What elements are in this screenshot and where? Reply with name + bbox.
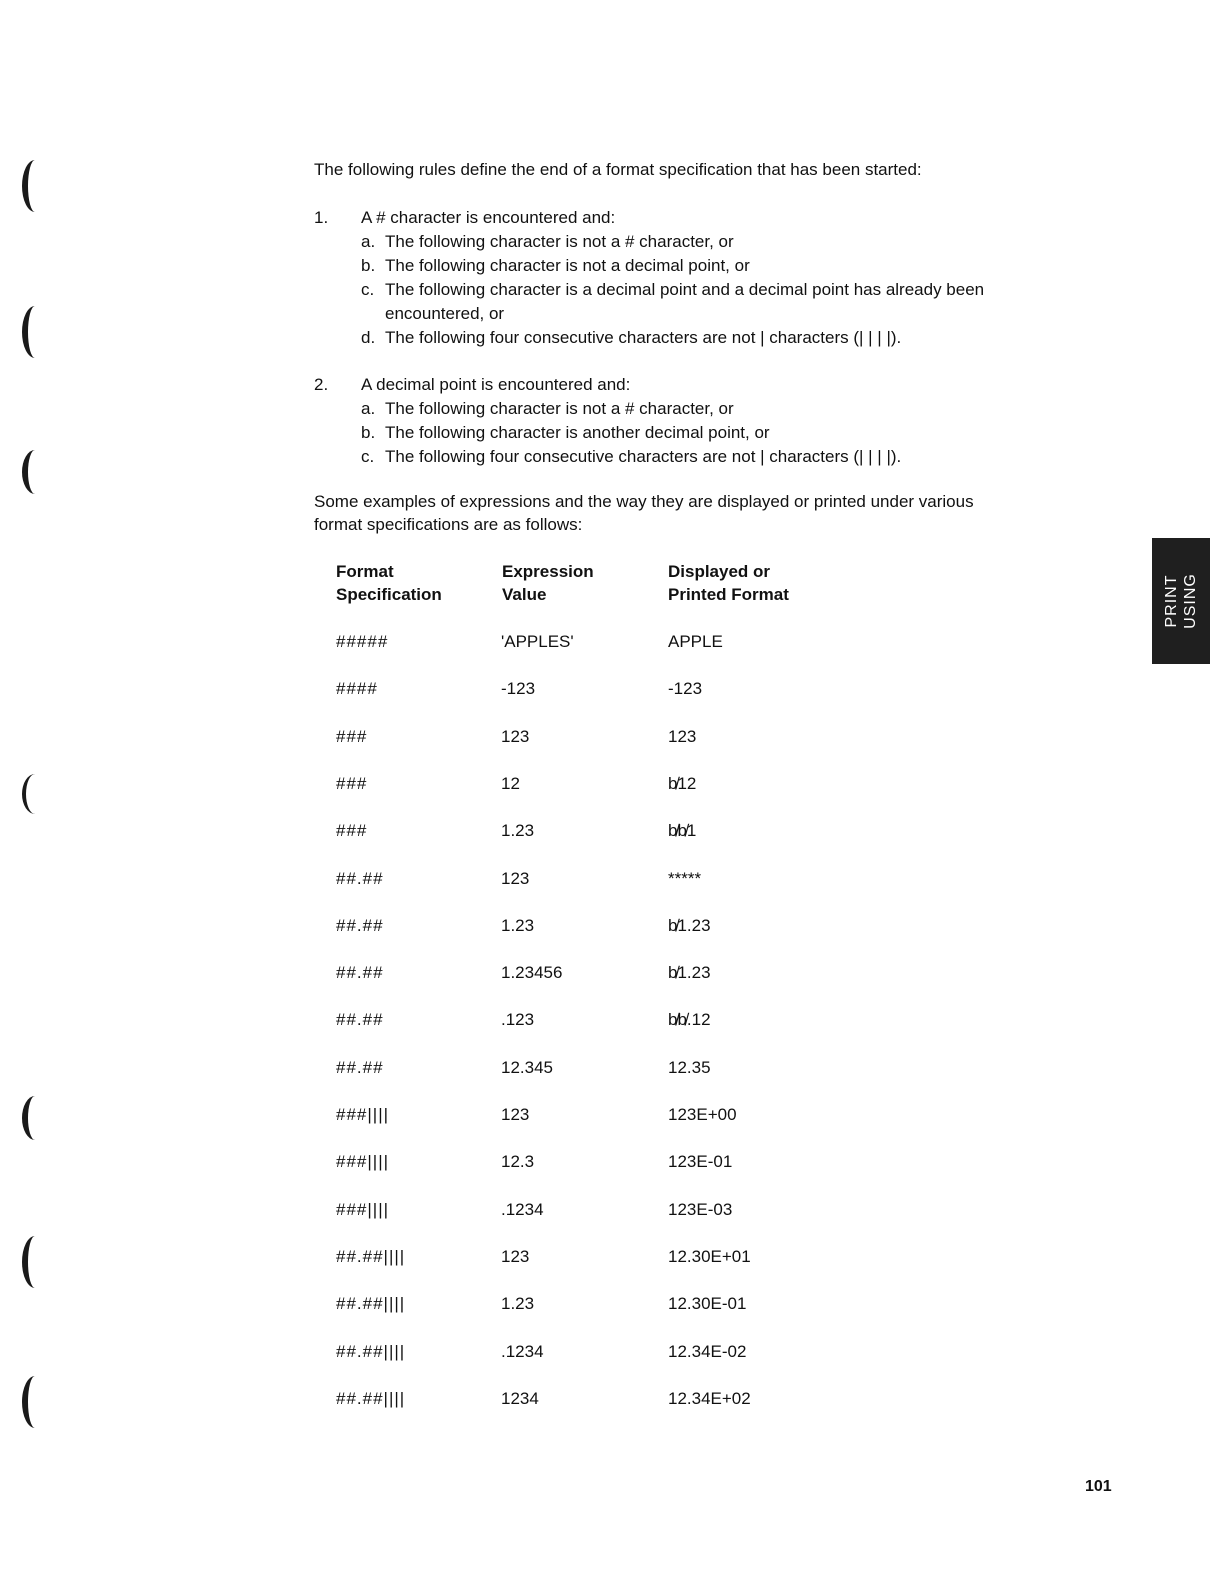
format-cell: ##### [336, 632, 389, 651]
item-text: The following character is not a # character, or [385, 399, 734, 418]
header-line: Value [502, 585, 547, 604]
item-letter: a. [361, 232, 376, 251]
header-line: Expression [502, 562, 594, 581]
value-cell: -123 [501, 679, 536, 698]
table-header-format [336, 560, 442, 606]
output-cell: ***** [668, 869, 702, 888]
table-row [0, 819, 1224, 843]
format-cell: ### [336, 821, 368, 840]
output-cell: 123E-03 [668, 1200, 733, 1219]
table-row [0, 1387, 1224, 1411]
table-row [0, 1292, 1224, 1316]
item-letter: a. [361, 399, 376, 418]
output-cell: 123E+00 [668, 1105, 737, 1124]
header-line: Printed Format [668, 585, 789, 604]
rule-number: 2. [314, 375, 329, 394]
item-letter: c. [361, 447, 375, 466]
value-cell: 123 [501, 727, 530, 746]
header-line: Displayed or [668, 562, 771, 581]
value-cell: 12 [501, 774, 520, 793]
value-cell: 1.23 [501, 1294, 535, 1313]
output-cell: b̸12 [668, 774, 697, 793]
output-cell: 12.30E+01 [668, 1247, 751, 1266]
item-text: The following character is another decimal point, or [385, 423, 770, 442]
table-header-output [668, 560, 789, 606]
format-cell: ##.## [336, 869, 384, 888]
binder-mark [22, 306, 48, 358]
format-cell: ##.##|||| [336, 1389, 406, 1408]
rule-heading: A # character is encountered and: [361, 208, 616, 227]
item-letter: b. [361, 256, 376, 275]
item-text: The following character is not a # character, or [385, 232, 734, 251]
intro-paragraph: The following rules define the end of a format specification that has been started: [314, 160, 922, 179]
item-letter: d. [361, 328, 376, 347]
output-cell: APPLE [668, 632, 723, 651]
item-text: The following four consecutive characters are not | characters (| | | |). [385, 328, 902, 347]
value-cell: 1234 [501, 1389, 539, 1408]
table-row [0, 1198, 1224, 1222]
table-header-value [502, 560, 594, 606]
format-cell: ##.##|||| [336, 1342, 406, 1361]
table-row [0, 1103, 1224, 1127]
format-cell: ###|||| [336, 1200, 390, 1219]
table-row [0, 961, 1224, 985]
value-cell: 123 [501, 869, 530, 888]
format-cell: ##.##|||| [336, 1247, 406, 1266]
tab-line: PRINT [1163, 574, 1180, 628]
table-row [0, 1340, 1224, 1364]
section-tab [1152, 538, 1210, 664]
value-cell: 1.23 [501, 916, 535, 935]
value-cell: 12.3 [501, 1152, 535, 1171]
value-cell: .123 [501, 1010, 535, 1029]
format-cell: ##.##|||| [336, 1294, 406, 1313]
output-cell: b̸1.23 [668, 916, 711, 935]
output-cell: b̸1.23 [668, 963, 711, 982]
output-cell: 123E-01 [668, 1152, 733, 1171]
table-row [0, 1245, 1224, 1269]
value-cell: 1.23456 [501, 963, 563, 982]
value-cell: 123 [501, 1105, 530, 1124]
output-cell: 12.34E-02 [668, 1342, 747, 1361]
table-row [0, 772, 1224, 796]
output-cell: 12.35 [668, 1058, 711, 1077]
value-cell: .1234 [501, 1342, 544, 1361]
value-cell: 'APPLES' [501, 632, 574, 651]
rule-heading: A decimal point is encountered and: [361, 375, 631, 394]
format-cell: ### [336, 727, 368, 746]
format-cell: ##.## [336, 1058, 384, 1077]
format-cell: ###|||| [336, 1152, 390, 1171]
tab-line: USING [1182, 573, 1199, 629]
binder-mark [22, 450, 48, 494]
format-cell: #### [336, 679, 378, 698]
output-cell: -123 [668, 679, 703, 698]
format-cell: ##.## [336, 916, 384, 935]
value-cell: .1234 [501, 1200, 544, 1219]
value-cell: 1.23 [501, 821, 535, 840]
format-cell: ###|||| [336, 1105, 390, 1124]
item-text: The following four consecutive characters are not | characters (| | | |). [385, 447, 902, 466]
item-text: The following character is a decimal point and a decimal point has already been encountered, or [385, 280, 985, 323]
table-row [0, 677, 1224, 701]
format-cell: ##.## [336, 1010, 384, 1029]
format-cell: ##.## [336, 963, 384, 982]
rule-number: 1. [314, 208, 329, 227]
table-row [0, 725, 1224, 749]
output-cell: 12.30E-01 [668, 1294, 747, 1313]
output-cell: b̸b̸1 [668, 821, 697, 840]
table-row [0, 867, 1224, 891]
binder-mark [22, 160, 48, 212]
value-cell: 123 [501, 1247, 530, 1266]
table-row [0, 1008, 1224, 1032]
item-letter: c. [361, 280, 375, 299]
table-row [0, 914, 1224, 938]
item-text: The following character is not a decimal point, or [385, 256, 750, 275]
table-row [0, 630, 1224, 654]
header-line: Format [336, 562, 394, 581]
value-cell: 12.345 [501, 1058, 553, 1077]
section-tab-label [1162, 573, 1200, 629]
format-cell: ### [336, 774, 368, 793]
table-row [0, 1150, 1224, 1174]
output-cell: 12.34E+02 [668, 1389, 751, 1408]
header-line: Specification [336, 585, 442, 604]
output-cell: 123 [668, 727, 697, 746]
output-cell: b̸b̸.12 [668, 1010, 711, 1029]
table-row [0, 1056, 1224, 1080]
examples-intro: Some examples of expressions and the way they are displayed or printed under various format specifications are as follows: [314, 492, 974, 534]
page-number: 101 [1085, 1478, 1112, 1495]
item-letter: b. [361, 423, 376, 442]
